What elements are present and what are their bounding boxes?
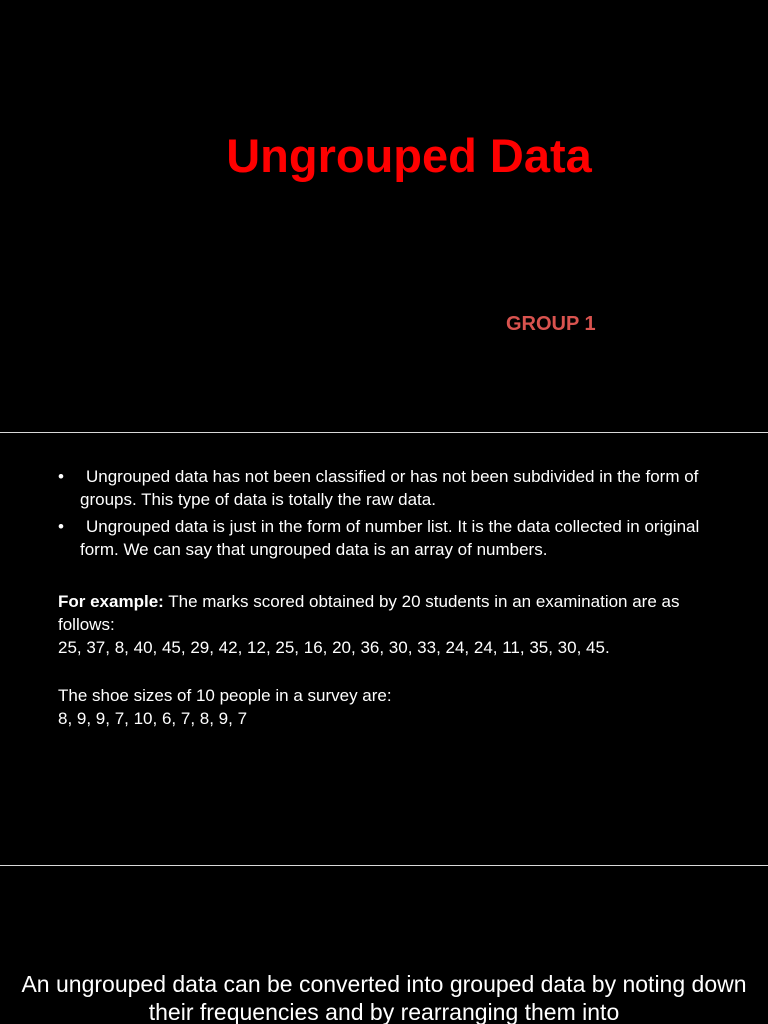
bullet-text: Ungrouped data is just in the form of number list. It is the data collected in original form. We can say that ungrouped data is an array of numbers.: [80, 517, 700, 559]
bullet-item: [58, 515, 718, 561]
shoe-block: [58, 684, 728, 730]
bullet-text: Ungrouped data has not been classified or has not been subdivided in the form of groups. This type of data is totally the raw data.: [80, 467, 699, 509]
marks-list: 25, 37, 8, 40, 45, 29, 42, 12, 25, 16, 20, 36, 30, 33, 24, 24, 11, 35, 30, 45.: [58, 638, 610, 657]
conversion-text: An ungrouped data can be converted into grouped data by noting down their frequencies and by rearranging them into: [21, 971, 747, 1024]
example-text: The marks scored obtained by 20 students in an examination are as follows:: [58, 592, 680, 634]
shoe-values: 8, 9, 9, 7, 10, 6, 7, 8, 9, 7: [58, 709, 248, 728]
bullet-item: [58, 465, 718, 511]
example-block: [58, 590, 728, 659]
bullet-list: [58, 465, 718, 565]
bullet-icon: •: [58, 467, 64, 486]
slide-subtitle: GROUP 1: [506, 313, 596, 335]
bullet-icon: •: [58, 517, 64, 536]
example-label: For example:: [58, 592, 164, 611]
slide-title-heading: Ungrouped Data: [226, 129, 592, 182]
shoe-intro: The shoe sizes of 10 people in a survey are:: [58, 686, 392, 705]
slide-title: [0, 0, 768, 432]
slide-conversion: [0, 866, 768, 1024]
slide-definition: [0, 433, 768, 865]
